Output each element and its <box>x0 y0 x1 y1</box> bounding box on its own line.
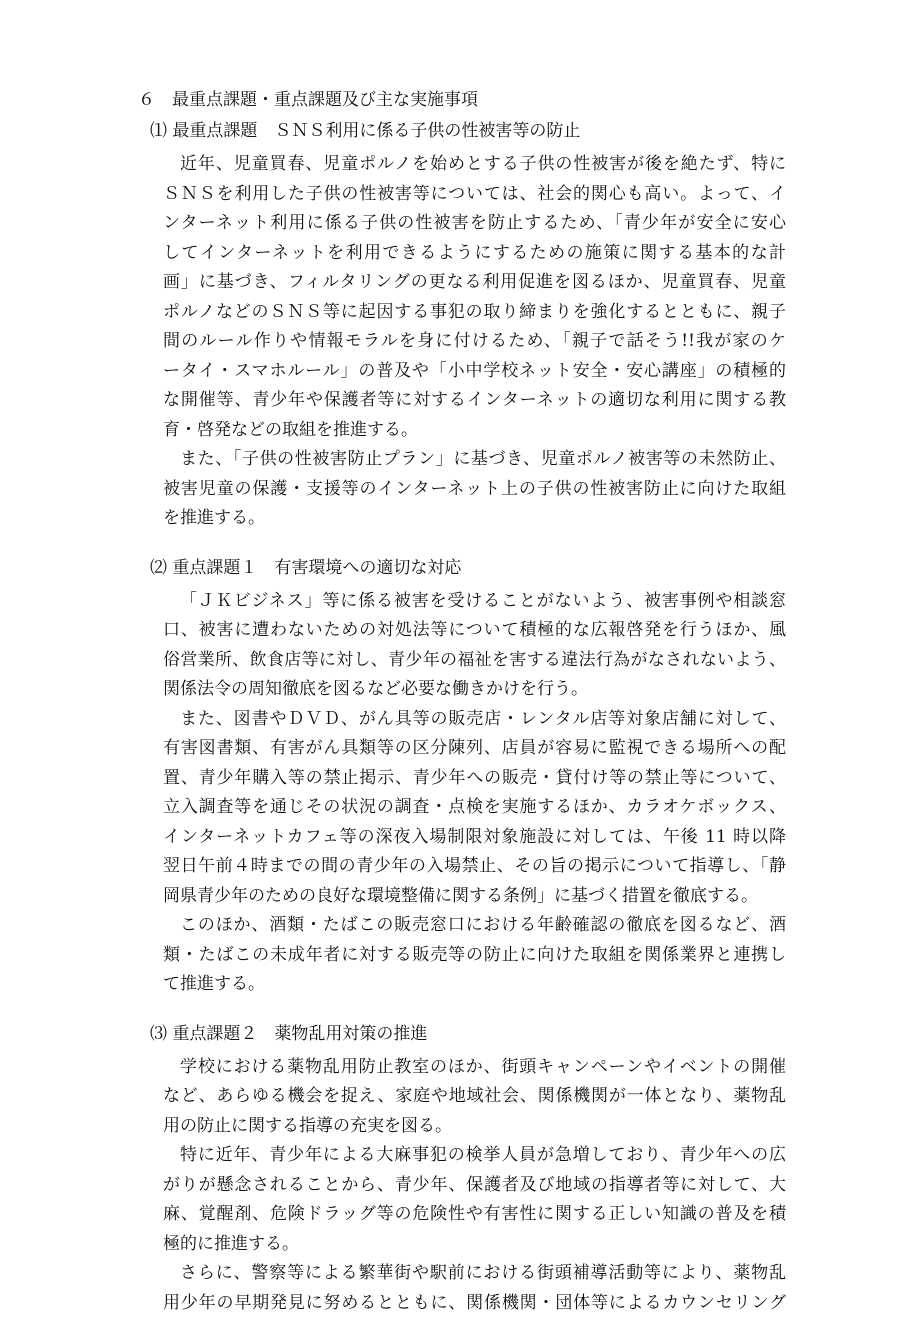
paragraph-line: 近年、児童買春、児童ポルノを始めとする子供の性被害が後を絶たず、特に <box>0 150 786 180</box>
paragraph-line: 間のルール作りや情報モラルを身に付けるため、「親子で話そう!!我が家のケ <box>0 327 786 357</box>
paragraph-line: 極的に推進する。 <box>0 1230 786 1260</box>
paragraph-line: 学校における薬物乱用防止教室のほか、街頭キャンペーンやイベントの開催 <box>0 1053 786 1083</box>
paragraph-line: て推進する。 <box>0 970 786 1000</box>
paragraph-line: 画」に基づき、フィルタリングの更なる利用促進を図るほか、児童買春、児童 <box>0 268 786 298</box>
paragraph-line: インターネットカフェ等の深夜入場制限対象施設に対しては、午後 11 時以降 <box>0 823 786 853</box>
paragraph-line: な開催等、青少年や保護者等に対するインターネットの適切な利用に関する教 <box>0 386 786 416</box>
paragraph-line: このほか、酒類・たばこの販売窓口における年齢確認の徹底を図るなど、酒 <box>0 911 786 941</box>
paragraph-line: 用少年の早期発見に努めるとともに、関係機関・団体等によるカウンセリング <box>0 1289 786 1318</box>
paragraph-line: 類・たばこの未成年者に対する販売等の防止に向けた取組を関係業界と連携し <box>0 941 786 971</box>
document-title: ６ 最重点課題・重点課題及び主な実施事項 <box>0 88 905 113</box>
paragraph-line: 特に近年、青少年による大麻事犯の検挙人員が急増しており、青少年への広 <box>0 1141 786 1171</box>
paragraph-line: 育・啓発などの取組を推進する。 <box>0 416 786 446</box>
paragraph <box>0 911 905 1000</box>
paragraph <box>0 587 905 705</box>
paragraph-line: ポルノなどのＳＮＳ等に起因する事犯の取り締まりを強化するとともに、親子 <box>0 298 786 328</box>
paragraph-line: 翌日午前４時までの間の青少年の入場禁止、その旨の掲示について指導し、「静 <box>0 852 786 882</box>
section-heading: ⑵ 重点課題１ 有害環境への適切な対応 <box>0 556 905 581</box>
section <box>0 556 905 1000</box>
paragraph-line: 俗営業所、飲食店等に対し、青少年の福祉を害する違法行為がなされないよう、 <box>0 646 786 676</box>
paragraph-line: してインターネットを利用できるようにするための施策に関する基本的な計 <box>0 239 786 269</box>
document-body <box>0 88 905 1318</box>
paragraph-line: など、あらゆる機会を捉え、家庭や地域社会、関係機関が一体となり、薬物乱 <box>0 1082 786 1112</box>
paragraph-line: 用の防止に関する指導の充実を図る。 <box>0 1112 786 1142</box>
paragraph-line: 「ＪＫビジネス」等に係る被害を受けることがないよう、被害事例や相談窓 <box>0 587 786 617</box>
paragraph-line: がりが懸念されることから、青少年、保護者及び地域の指導者等に対して、大 <box>0 1171 786 1201</box>
paragraph-line: ＳＮＳを利用した子供の性被害等については、社会的関心も高い。よって、イ <box>0 180 786 210</box>
paragraph <box>0 150 905 445</box>
paragraph-line: また、図書やＤＶＤ、がん具等の販売店・レンタル店等対象店舗に対して、 <box>0 705 786 735</box>
paragraph-line: さらに、警察等による繁華街や駅前における街頭補導活動等により、薬物乱 <box>0 1259 786 1289</box>
paragraph-line: を推進する。 <box>0 504 786 534</box>
paragraph-line: ータイ・スマホルール」の普及や「小中学校ネット安全・安心講座」の積極的 <box>0 357 786 387</box>
paragraph-line: 置、青少年購入等の禁止掲示、青少年への販売・貸付け等の禁止等について、 <box>0 764 786 794</box>
section <box>0 1022 905 1318</box>
paragraph-line: 口、被害に遭わないための対処法等について積極的な広報啓発を行うほか、風 <box>0 616 786 646</box>
section-heading: ⑴ 最重点課題 ＳＮＳ利用に係る子供の性被害等の防止 <box>0 119 905 144</box>
paragraph-line: 関係法令の周知徹底を図るなど必要な働きかけを行う。 <box>0 675 786 705</box>
section-list <box>0 119 905 1318</box>
paragraph-line: 立入調査等を通じその状況の調査・点検を実施するほか、カラオケボックス、 <box>0 793 786 823</box>
paragraph-line: 岡県青少年のための良好な環境整備に関する条例」に基づく措置を徹底する。 <box>0 882 786 912</box>
paragraph-line: 有害図書類、有害がん具類等の区分陳列、店員が容易に監視できる場所への配 <box>0 734 786 764</box>
paragraph <box>0 1141 905 1259</box>
paragraph <box>0 705 905 912</box>
paragraph-line: 麻、覚醒剤、危険ドラッグ等の危険性や有害性に関する正しい知識の普及を積 <box>0 1200 786 1230</box>
section <box>0 119 905 534</box>
paragraph-line: 被害児童の保護・支援等のインターネット上の子供の性被害防止に向けた取組 <box>0 475 786 505</box>
paragraph <box>0 445 905 534</box>
paragraph-line: ンターネット利用に係る子供の性被害を防止するため、「青少年が安全に安心 <box>0 209 786 239</box>
section-heading: ⑶ 重点課題２ 薬物乱用対策の推進 <box>0 1022 905 1047</box>
paragraph-line: また、「子供の性被害防止プラン」に基づき、児童ポルノ被害等の未然防止、 <box>0 445 786 475</box>
paragraph <box>0 1259 905 1318</box>
paragraph <box>0 1053 905 1142</box>
